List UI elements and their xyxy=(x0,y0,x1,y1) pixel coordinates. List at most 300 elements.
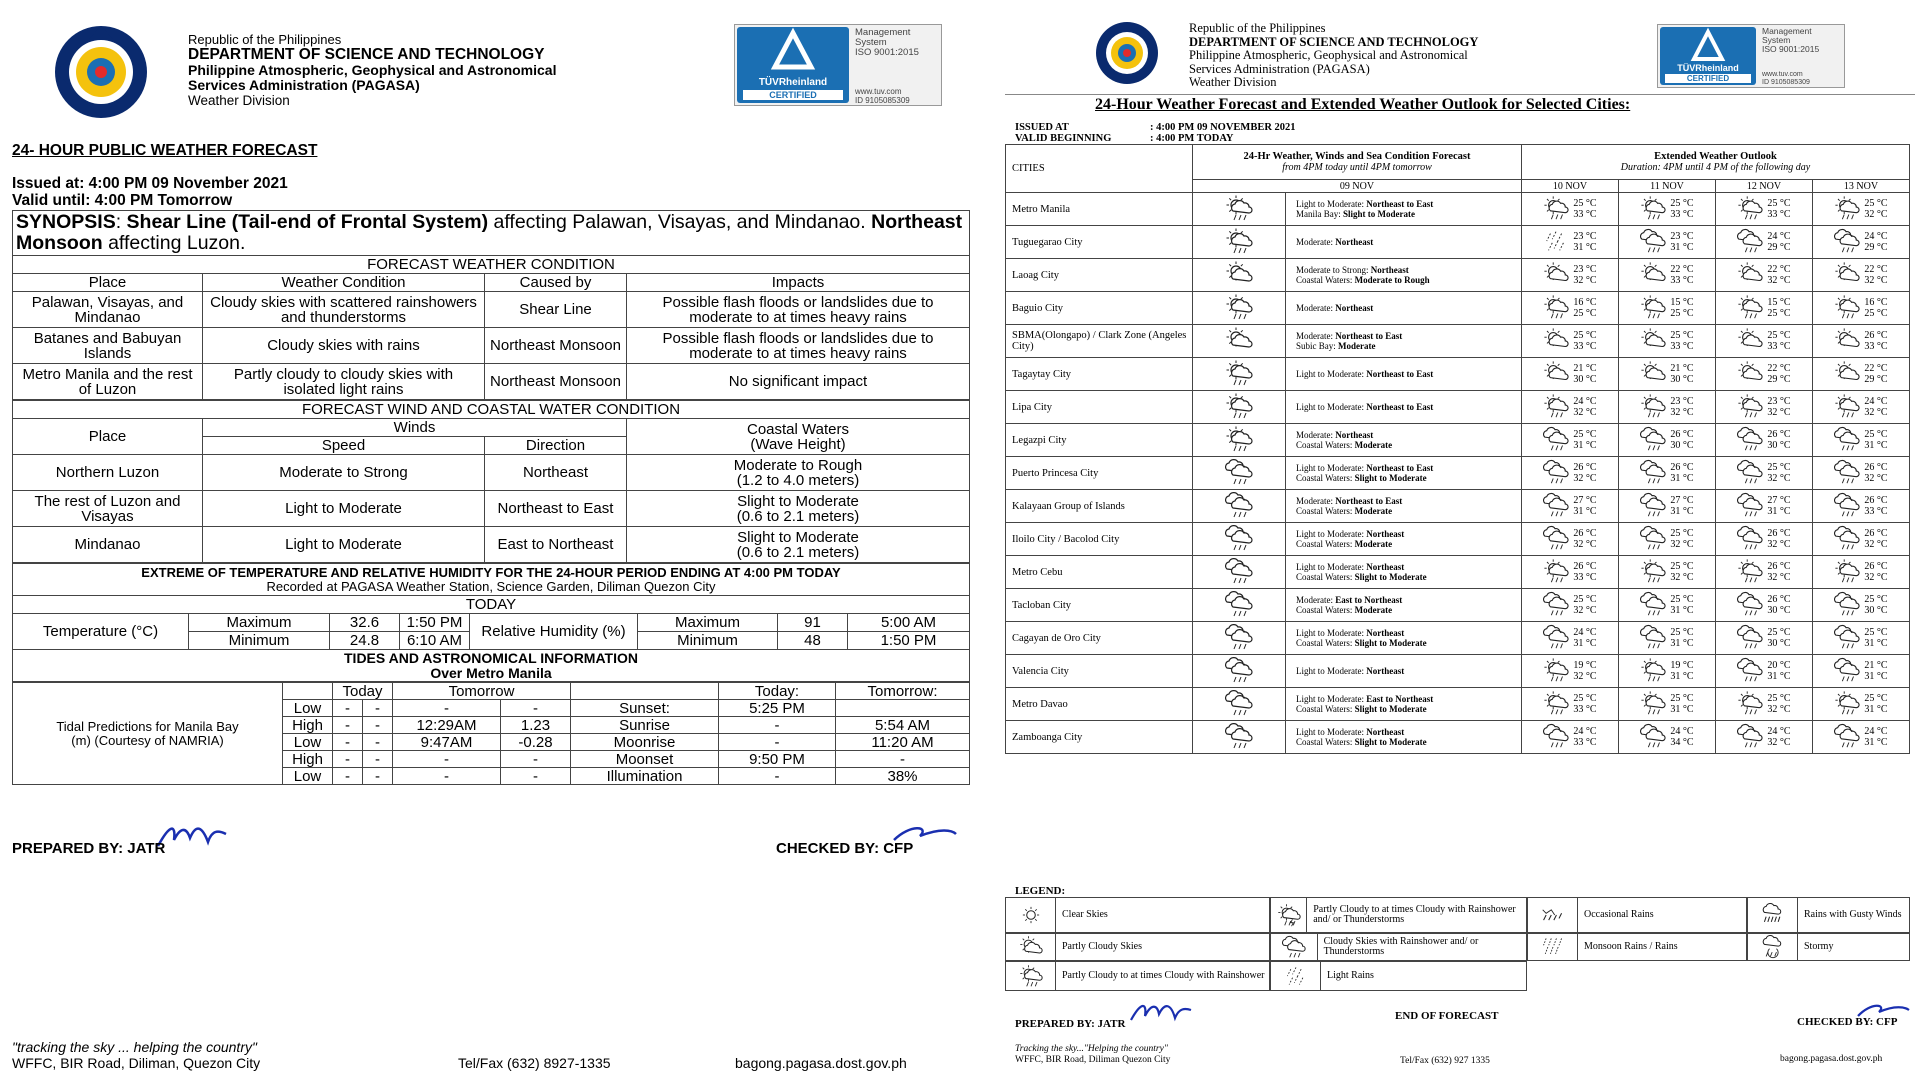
issued-info xyxy=(1015,122,1296,144)
temp-max: 33 °C xyxy=(1670,209,1694,220)
agency-label-1: Philippine Atmospheric, Geophysical and Astronomical xyxy=(188,62,557,78)
temp-max: 34 °C xyxy=(1670,737,1694,748)
astro-label: Sunrise xyxy=(571,717,719,734)
condition-cell: Partly cloudy to cloudy skies with isolated light rains xyxy=(203,364,485,400)
outlook-cell xyxy=(1813,589,1910,622)
outlook-cell xyxy=(1619,490,1716,523)
cloudy-rain-icon xyxy=(1834,624,1860,653)
astro-today: - xyxy=(719,717,836,734)
impact-cell: Possible flash floods or landslides due to moderate to at times heavy rains xyxy=(627,292,970,328)
wind-value: Northeast xyxy=(1366,529,1405,539)
wind-label: Moderate: xyxy=(1296,496,1336,506)
temp-min: 25 °C xyxy=(1767,330,1791,341)
col-place: Place xyxy=(13,419,203,455)
page-title: 24- HOUR PUBLIC WEATHER FORECAST xyxy=(12,142,318,159)
temp-max: 32 °C xyxy=(1864,572,1888,583)
synopsis-colon: : xyxy=(115,211,122,233)
date-4: 13 NOV xyxy=(1813,180,1910,193)
temp-max: 32 °C xyxy=(1767,572,1791,583)
table-row xyxy=(1006,688,1910,721)
temp-min: 15 °C xyxy=(1670,297,1694,308)
outlook-cell xyxy=(1716,358,1813,391)
temp-min: 25 °C xyxy=(1573,198,1597,209)
cloudy-rain-icon xyxy=(1640,426,1666,455)
city-name: Lipa City xyxy=(1006,391,1193,424)
partly-cloudy-icon xyxy=(1193,259,1286,292)
outlook-cell xyxy=(1522,721,1619,754)
outlook-cell xyxy=(1813,457,1910,490)
city-name: Cagayan de Oro City xyxy=(1006,622,1193,655)
temp-max: 31 °C xyxy=(1573,242,1597,253)
outlook-cell xyxy=(1619,391,1716,424)
city-name: Metro Cebu xyxy=(1006,556,1193,589)
partly-cloudy-icon xyxy=(1543,261,1569,290)
wind-value: East to Northeast xyxy=(1366,694,1434,704)
forecast-cell xyxy=(1286,688,1522,721)
speed-cell: Moderate to Strong xyxy=(203,455,485,491)
wind-label: Light to Moderate: xyxy=(1296,529,1367,539)
legend-item xyxy=(1270,933,1527,961)
temp-max: 31 °C xyxy=(1670,605,1694,616)
temp-max: 33 °C xyxy=(1767,341,1791,352)
tide-type: Low xyxy=(283,768,333,785)
forecast-cell xyxy=(1286,226,1522,259)
place-cell: Mindanao xyxy=(13,527,203,563)
legend-label: Partly Cloudy Skies xyxy=(1062,940,1143,952)
footer-tel: Tel/Fax (632) 8927-1335 xyxy=(458,1055,611,1071)
cert-site: www.tuv.com xyxy=(1762,71,1803,78)
cloudy-rain-icon xyxy=(1193,655,1286,688)
partly-cloudy-icon xyxy=(1737,327,1763,356)
astro-label: Illumination xyxy=(571,768,719,785)
impact-cell: No significant impact xyxy=(627,364,970,400)
temp-max: 29 °C xyxy=(1767,242,1791,253)
temp-max: 31 °C xyxy=(1670,473,1694,484)
outlook-cell xyxy=(1716,259,1813,292)
outlook-cell xyxy=(1522,655,1619,688)
tides-sub: Over Metro Manila xyxy=(430,664,552,681)
cloudy-rain-icon xyxy=(1834,228,1860,257)
legend-item xyxy=(1270,897,1527,933)
cloudy-rain-icon xyxy=(1543,624,1569,653)
temp-max: 32 °C xyxy=(1573,407,1597,418)
outlook-cell xyxy=(1716,325,1813,358)
tide-today-time: - xyxy=(333,768,363,785)
legend-title: LEGEND: xyxy=(1015,885,1066,897)
cause-cell: Northeast Monsoon xyxy=(485,364,627,400)
wind-label: Light to Moderate: xyxy=(1296,727,1367,737)
legend-label: Rains with Gusty Winds xyxy=(1804,908,1902,920)
temp-max: 31 °C xyxy=(1670,704,1694,715)
city-name: Valencia City xyxy=(1006,655,1193,688)
outlook-cell xyxy=(1619,226,1716,259)
tuv-brand: TÜVRheinland xyxy=(1677,63,1739,73)
temp-min: 25 °C xyxy=(1670,561,1694,572)
col-coastal xyxy=(627,419,970,455)
temp-min: 25 °C xyxy=(1670,594,1694,605)
table-row xyxy=(1006,457,1910,490)
partly-cloudy-icon xyxy=(1543,360,1569,389)
sea-value: Moderate xyxy=(1354,605,1393,615)
city-name: Puerto Princesa City xyxy=(1006,457,1193,490)
temp-min-value: 24.8 xyxy=(330,632,400,650)
partly-cloudy-rain-icon xyxy=(1834,294,1860,323)
astro-today-header: Today: xyxy=(719,683,836,700)
temp-min: 24 °C xyxy=(1864,396,1888,407)
temp-min: 27 °C xyxy=(1767,495,1791,506)
temp-max: 32 °C xyxy=(1573,473,1597,484)
outlook-cell xyxy=(1813,490,1910,523)
col-ext-title: Extended Weather Outlook xyxy=(1654,151,1777,162)
temp-min: 25 °C xyxy=(1670,627,1694,638)
sea-label: Coastal Waters: xyxy=(1296,605,1355,615)
coastal-value: Slight to Moderate xyxy=(737,492,859,510)
condition-cell: Cloudy skies with scattered rainshowers and thunderstorms xyxy=(203,292,485,328)
cloudy-rain-icon xyxy=(1640,525,1666,554)
temp-min: 21 °C xyxy=(1573,363,1597,374)
partly-cloudy-icon xyxy=(1640,327,1666,356)
temp-min: 15 °C xyxy=(1767,297,1791,308)
temp-min: 22 °C xyxy=(1670,264,1694,275)
temp-min: 24 °C xyxy=(1573,726,1597,737)
partly-cloudy-icon xyxy=(1640,261,1666,290)
temp-max: 25 °C xyxy=(1573,308,1597,319)
issued-label: ISSUED AT xyxy=(1015,122,1069,133)
issued-at: Issued at: 4:00 PM 09 November 2021 xyxy=(12,175,288,192)
partly-cloudy-rain-icon xyxy=(1193,391,1286,424)
sea-label: Coastal Waters: xyxy=(1296,737,1355,747)
page-title: 24-Hour Weather Forecast and Extended Weather Outlook for Selected Cities: xyxy=(1095,96,1631,113)
coastal-cell xyxy=(627,491,970,527)
astro-label: Sunset: xyxy=(571,700,719,717)
speed-cell: Light to Moderate xyxy=(203,527,485,563)
temp-min: 25 °C xyxy=(1670,330,1694,341)
outlook-cell xyxy=(1522,358,1619,391)
partly-cloudy-rain-icon xyxy=(1737,393,1763,422)
sea-label: Manila Bay: xyxy=(1296,209,1343,219)
cert-line-3: ISO 9001:2015 xyxy=(1762,44,1820,54)
legend-item xyxy=(1005,961,1270,991)
wind-value: Northeast xyxy=(1366,562,1405,572)
division-label: Weather Division xyxy=(188,93,290,108)
today-label: TODAY xyxy=(13,596,970,614)
valid-label: VALID BEGINNING xyxy=(1015,133,1112,144)
partly-cloudy-rain-icon xyxy=(1543,294,1569,323)
department-label: DEPARTMENT OF SCIENCE AND TECHNOLOGY xyxy=(188,46,545,63)
tide-tomorrow-time: - xyxy=(393,751,501,768)
outlook-cell xyxy=(1813,556,1910,589)
outlook-cell xyxy=(1619,424,1716,457)
tide-type: Low xyxy=(283,734,333,751)
prepared-signature-icon xyxy=(1125,998,1195,1028)
temp-max: 32 °C xyxy=(1767,737,1791,748)
outlook-cell xyxy=(1716,688,1813,721)
temp-min: 26 °C xyxy=(1767,528,1791,539)
partly-cloudy-rain-icon xyxy=(1640,558,1666,587)
temp-max: 31 °C xyxy=(1864,704,1888,715)
temp-max: 32 °C xyxy=(1864,407,1888,418)
wind-value: Northeast xyxy=(1366,727,1405,737)
col-extended xyxy=(1522,145,1910,180)
partly-cloudy-icon xyxy=(1834,360,1860,389)
temp-min: 26 °C xyxy=(1767,561,1791,572)
temp-min: 26 °C xyxy=(1573,462,1597,473)
partly-cloudy-rain-icon xyxy=(1193,226,1286,259)
agency-label-1: Philippine Atmospheric, Geophysical and Astronomical xyxy=(1189,48,1468,62)
outlook-cell xyxy=(1619,589,1716,622)
tuv-certificate-badge xyxy=(1657,24,1845,88)
tide-tomorrow-height: - xyxy=(501,700,571,717)
cloudy-rain-icon xyxy=(1737,591,1763,620)
sea-value: Slight to Moderate xyxy=(1354,704,1427,714)
temp-max: 31 °C xyxy=(1670,506,1694,517)
astro-label: Moonset xyxy=(571,751,719,768)
col-24h xyxy=(1193,145,1522,180)
legend-item xyxy=(1270,961,1527,991)
wind-value: Northeast xyxy=(1370,265,1409,275)
cloudy-rain-icon xyxy=(1737,657,1763,686)
partly-cloudy-icon xyxy=(1737,261,1763,290)
partly-cloudy-rain-icon xyxy=(1737,558,1763,587)
cloudy-rain-icon xyxy=(1543,492,1569,521)
date-today: 09 NOV xyxy=(1193,180,1522,193)
occasional-rains-icon xyxy=(1528,898,1578,932)
tide-tomorrow-header: Tomorrow xyxy=(393,683,571,700)
forecast-condition-title: FORECAST WEATHER CONDITION xyxy=(13,256,970,274)
wind-value: Northeast xyxy=(1335,237,1374,247)
wind-label: Moderate to Strong: xyxy=(1296,265,1371,275)
outlook-cell xyxy=(1716,292,1813,325)
tuv-certified: CERTIFIED xyxy=(1665,74,1751,83)
outlook-cell xyxy=(1716,193,1813,226)
temp-max: 31 °C xyxy=(1767,671,1791,682)
footer-left xyxy=(1015,1044,1170,1066)
temp-max: 32 °C xyxy=(1767,539,1791,550)
temp-max: 33 °C xyxy=(1864,506,1888,517)
temp-min: 27 °C xyxy=(1670,495,1694,506)
forecast-cell xyxy=(1286,556,1522,589)
cloudy-rain-icon xyxy=(1834,492,1860,521)
cert-line-1: Management xyxy=(1762,26,1812,36)
department-label: DEPARTMENT OF SCIENCE AND TECHNOLOGY xyxy=(1189,34,1479,49)
valid-until: Valid until: 4:00 PM Tomorrow xyxy=(12,192,233,209)
cert-line-2: System xyxy=(855,37,887,48)
cert-id: ID 9105085309 xyxy=(855,96,910,105)
legend-item xyxy=(1747,897,1910,933)
temp-min: 24 °C xyxy=(1864,231,1888,242)
temp-max: 32 °C xyxy=(1767,407,1791,418)
outlook-cell xyxy=(1522,424,1619,457)
wind-label: Moderate: xyxy=(1296,237,1336,247)
wind-value: Northeast to East xyxy=(1366,199,1434,209)
temp-min: 25 °C xyxy=(1573,429,1597,440)
republic-label: Republic of the Philippines xyxy=(1189,21,1326,35)
temp-max: 33 °C xyxy=(1767,209,1791,220)
outlook-cell xyxy=(1522,688,1619,721)
date-2: 11 NOV xyxy=(1619,180,1716,193)
table-row xyxy=(13,527,970,563)
header-text xyxy=(188,32,556,108)
city-name: Kalayaan Group of Islands xyxy=(1006,490,1193,523)
table-row xyxy=(13,328,970,364)
partly-cloudy-rain-icon xyxy=(1737,294,1763,323)
cloudy-rain-icon xyxy=(1543,723,1569,752)
rh-max-time: 5:00 AM xyxy=(848,614,970,632)
outlook-cell xyxy=(1813,622,1910,655)
city-name: Legazpi City xyxy=(1006,424,1193,457)
wave-value: (0.6 to 2.1 meters) xyxy=(736,543,860,561)
sea-label: Subic Bay: xyxy=(1296,341,1338,351)
temp-min: 25 °C xyxy=(1670,198,1694,209)
footer-site[interactable]: bagong.pagasa.dost.gov.ph xyxy=(735,1055,907,1071)
coastal-value: Moderate to Rough xyxy=(733,456,863,474)
outlook-cell xyxy=(1716,424,1813,457)
temp-min: 21 °C xyxy=(1864,660,1888,671)
legend-label: Cloudy Skies with Rainshower and/ or Thunderstorms xyxy=(1323,935,1479,957)
temp-max: 30 °C xyxy=(1767,638,1791,649)
col-24h-sub: from 4PM today until 4PM tomorrow xyxy=(1282,162,1432,173)
temp-min: 25 °C xyxy=(1864,429,1888,440)
temp-max: 29 °C xyxy=(1864,242,1888,253)
wind-value: East to Northeast xyxy=(1335,595,1403,605)
monsoon-rains-icon xyxy=(1528,934,1578,960)
city-name: Baguio City xyxy=(1006,292,1193,325)
footer-tel: Tel/Fax (632) 927 1335 xyxy=(1400,1056,1490,1066)
wind-value: Northeast xyxy=(1335,303,1374,313)
coastal-cell xyxy=(627,455,970,491)
cloudy-rain-icon xyxy=(1737,459,1763,488)
footer-site[interactable]: bagong.pagasa.dost.gov.ph xyxy=(1780,1054,1883,1064)
tuv-triangle-icon xyxy=(737,27,849,77)
temp-min: 22 °C xyxy=(1767,363,1791,374)
table-row xyxy=(1006,490,1910,523)
city-name: Metro Manila xyxy=(1006,193,1193,226)
forecast-cell xyxy=(1286,622,1522,655)
legend-item xyxy=(1747,933,1910,961)
cert-line-2: System xyxy=(1762,35,1791,45)
outlook-cell xyxy=(1716,391,1813,424)
temp-max: 31 °C xyxy=(1573,506,1597,517)
temp-max: 32 °C xyxy=(1864,275,1888,286)
partly-cloudy-rain-icon xyxy=(1640,195,1666,224)
table-row xyxy=(1006,424,1910,457)
tide-tomorrow-time: - xyxy=(393,700,501,717)
partly-cloudy-rain-icon xyxy=(1543,393,1569,422)
temp-max: 33 °C xyxy=(1573,209,1597,220)
temp-min: 24 °C xyxy=(1864,726,1888,737)
cloudy-rain-icon xyxy=(1737,426,1763,455)
cloudy-rain-icon xyxy=(1193,490,1286,523)
temp-max: 31 °C xyxy=(1864,638,1888,649)
table-row xyxy=(1006,193,1910,226)
forecast-condition-table xyxy=(12,255,970,400)
date-1: 10 NOV xyxy=(1522,180,1619,193)
city-forecast-table xyxy=(1005,144,1910,754)
cloudy-rain-icon xyxy=(1834,591,1860,620)
tides-header xyxy=(13,650,970,682)
outlook-cell xyxy=(1522,556,1619,589)
tides-title: TIDES AND ASTRONOMICAL INFORMATION xyxy=(344,649,638,666)
outlook-cell xyxy=(1813,259,1910,292)
cloudy-rain-icon xyxy=(1834,459,1860,488)
temp-min: 16 °C xyxy=(1864,297,1888,308)
outlook-cell xyxy=(1619,457,1716,490)
outlook-cell xyxy=(1522,391,1619,424)
rh-min-time: 1:50 PM xyxy=(848,632,970,650)
tide-today-height: - xyxy=(363,700,393,717)
cloudy-rain-icon xyxy=(1193,589,1286,622)
sea-label: Coastal Waters: xyxy=(1296,638,1355,648)
wave-value: (0.6 to 2.1 meters) xyxy=(736,507,860,525)
wind-value: Northeast xyxy=(1335,430,1374,440)
tidal-label: Tidal Predictions for Manila Bay (m) (Courtesy of NAMRIA) xyxy=(13,683,283,785)
footer-address: WFFC, BIR Road, Diliman, Quezon City xyxy=(12,1055,261,1071)
partly-cloudy-icon xyxy=(1640,360,1666,389)
outlook-cell xyxy=(1619,259,1716,292)
outlook-cell xyxy=(1619,556,1716,589)
outlook-cell xyxy=(1813,424,1910,457)
cloudy-rain-icon xyxy=(1543,459,1569,488)
partly-cloudy-rain-icon xyxy=(1543,558,1569,587)
outlook-cell xyxy=(1619,523,1716,556)
legend-item xyxy=(1005,897,1270,933)
col-impacts: Impacts xyxy=(627,274,970,292)
forecast-cell xyxy=(1286,523,1522,556)
temp-min: 25 °C xyxy=(1864,627,1888,638)
temp-min: 22 °C xyxy=(1864,264,1888,275)
city-name: SBMA(Olongapo) / Clark Zone (Angeles City) xyxy=(1006,325,1193,358)
col-winds: Winds xyxy=(203,419,627,437)
outlook-cell xyxy=(1813,655,1910,688)
temp-max-time: 1:50 PM xyxy=(400,614,470,632)
coastal-cell xyxy=(627,527,970,563)
outlook-cell xyxy=(1522,325,1619,358)
sea-value: Slight to Moderate xyxy=(1354,473,1427,483)
city-name: Metro Davao xyxy=(1006,688,1193,721)
checked-by: CHECKED BY: CFP xyxy=(1797,1016,1898,1028)
temp-min: 23 °C xyxy=(1670,231,1694,242)
table-row xyxy=(13,491,970,527)
outlook-cell xyxy=(1813,193,1910,226)
temp-max: 32 °C xyxy=(1670,407,1694,418)
table-row xyxy=(1006,622,1910,655)
sea-value: Moderate xyxy=(1354,539,1393,549)
partly-cloudy-icon xyxy=(1006,934,1056,960)
cloudy-rain-icon xyxy=(1193,556,1286,589)
sea-value: Slight to Moderate xyxy=(1354,737,1427,747)
forecast-cell xyxy=(1286,424,1522,457)
table-row xyxy=(1006,358,1910,391)
cause-cell: Northeast Monsoon xyxy=(485,328,627,364)
temp-max: 32 °C xyxy=(1864,209,1888,220)
col-place: Place xyxy=(13,274,203,292)
tide-today-time: - xyxy=(333,717,363,734)
cloudy-rain-icon xyxy=(1543,525,1569,554)
partly-cloudy-rain-icon xyxy=(1543,657,1569,686)
temp-min: 25 °C xyxy=(1864,693,1888,704)
temp-min: 23 °C xyxy=(1767,396,1791,407)
temp-max: 33 °C xyxy=(1573,704,1597,715)
partly-cloudy-rain-icon xyxy=(1193,358,1286,391)
partly-cloudy-rain-icon xyxy=(1543,195,1569,224)
forecast-cell xyxy=(1286,358,1522,391)
partly-cloudy-icon xyxy=(1193,325,1286,358)
cloudy-rain-icon xyxy=(1737,525,1763,554)
temp-min: 25 °C xyxy=(1573,330,1597,341)
table-row xyxy=(1006,721,1910,754)
city-name: Iloilo City / Bacolod City xyxy=(1006,523,1193,556)
pagasa-seal-logo xyxy=(42,22,160,122)
